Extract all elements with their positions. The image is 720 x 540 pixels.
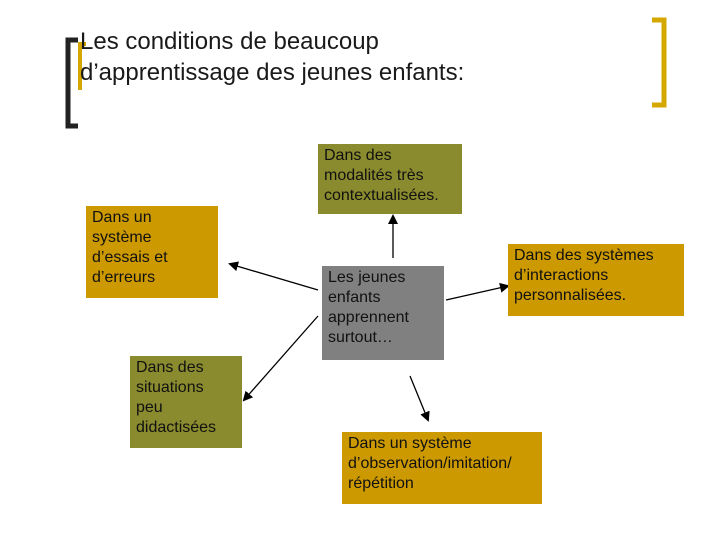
essais-line-3: d’essais et <box>92 249 168 266</box>
slide-title-line-1: Les conditions de beaucoup <box>80 28 379 55</box>
modalites-line-2: modalités très <box>324 167 424 184</box>
modalites-line-1: Dans des <box>324 147 392 164</box>
interactions-line-2: d’interactions <box>514 267 609 284</box>
box-situations <box>130 356 242 448</box>
arrow-to-interactions <box>446 286 508 300</box>
situations-line-1: Dans des <box>136 359 204 376</box>
box-observation <box>342 432 542 504</box>
box-center <box>322 266 444 360</box>
situations-line-2: situations <box>136 379 204 396</box>
observation-line-3: répétition <box>348 475 414 492</box>
arrow-to-essais <box>230 264 318 290</box>
observation-line-1: Dans un système <box>348 435 472 452</box>
center-line-1: Les jeunes <box>328 269 406 286</box>
modalites-line-3: contextualisées. <box>324 187 439 204</box>
center-line-3: apprennent <box>328 309 409 326</box>
essais-line-4: d’erreurs <box>92 269 156 286</box>
essais-line-1: Dans un <box>92 209 152 226</box>
situations-line-3: peu <box>136 399 163 416</box>
interactions-line-3: personnalisées. <box>514 287 627 304</box>
box-interactions <box>508 244 684 316</box>
essais-line-2: système <box>92 229 152 246</box>
observation-line-2: d’observation/imitation/ <box>348 455 512 472</box>
slide-title-line-2: d’apprentissage des jeunes enfants: <box>80 59 465 86</box>
box-modalites <box>318 144 462 214</box>
arrow-to-observation <box>410 376 428 420</box>
situations-line-4: didactisées <box>136 419 217 436</box>
center-line-2: enfants <box>328 289 381 306</box>
box-essais <box>86 206 218 298</box>
center-line-4: surtout… <box>328 329 393 346</box>
arrow-to-situations <box>244 316 318 400</box>
interactions-line-1: Dans des systèmes <box>514 247 654 264</box>
